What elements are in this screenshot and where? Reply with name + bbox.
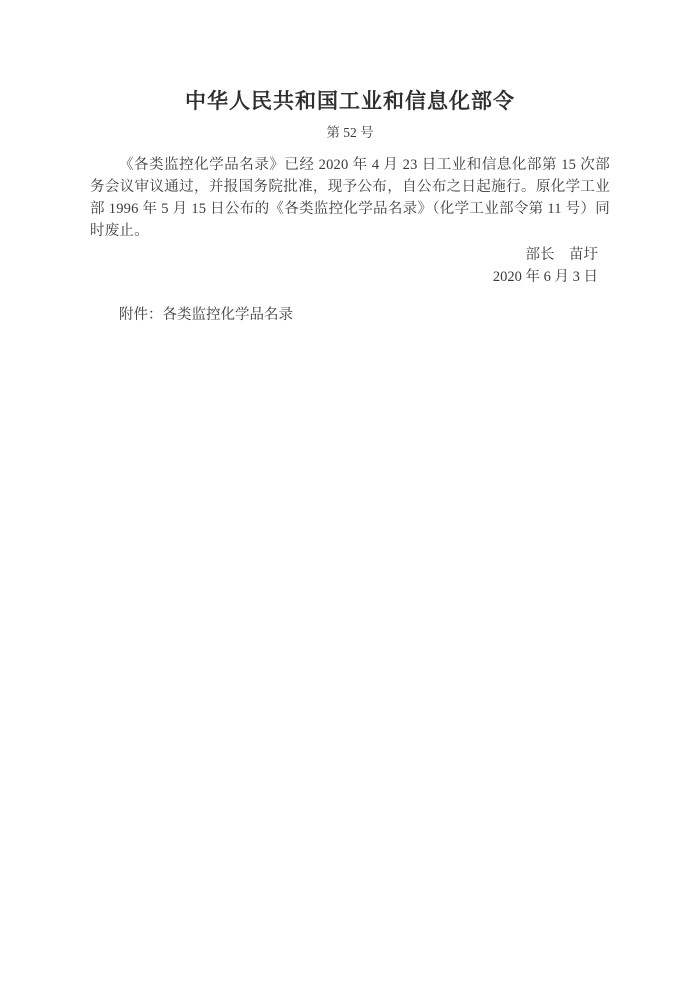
signature-signer: 部长 苗圩 <box>525 247 598 263</box>
signature-block <box>90 244 610 288</box>
attachment-line: 附件：各类监控化学品名录 <box>119 307 293 323</box>
decree-body-paragraph: 《各类监控化学品名录》已经 2020 年 4 月 23 日工业和信息化部第 15 次部务会议审议通过，并报国务院批准，现予公布，自公布之日起施行。原化学工业部 1996 年 5 月 15 日公布的《各类监控化学品名录》（化学工业部令第 11 号）同时废止。 <box>90 157 610 239</box>
document-title: 中华人民共和国工业和信息化部令 <box>185 89 515 113</box>
decree-number: 第 52 号 <box>326 125 374 140</box>
signature-date: 2020 年 6 月 3 日 <box>492 269 598 285</box>
